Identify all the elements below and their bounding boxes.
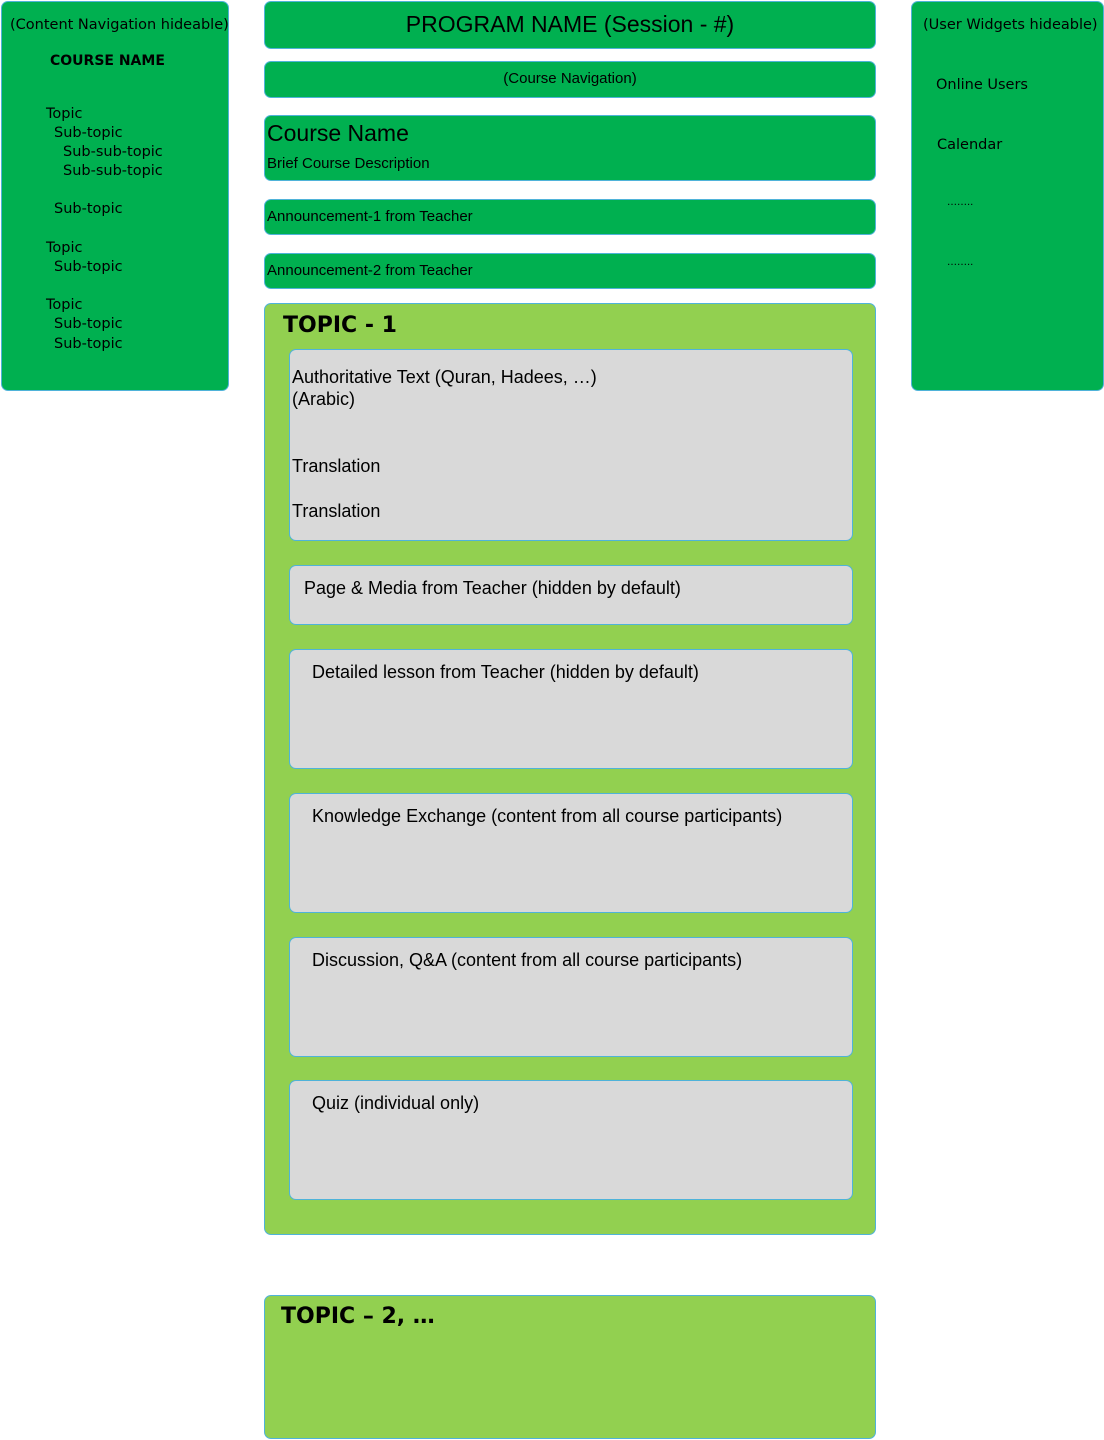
nav-topic[interactable]: Topic [46,106,83,122]
course-navigation-label: (Course Navigation) [503,70,637,87]
nav-subtopic[interactable]: Sub-topic [54,336,123,352]
page-media-box[interactable] [289,565,853,625]
content-navigation-title: (Content Navigation hideable) [10,17,229,33]
arabic-label: (Arabic) [292,389,356,409]
announcement-2[interactable] [264,253,876,289]
nav-subtopic[interactable]: Sub-topic [54,125,123,141]
nav-topic[interactable]: Topic [46,240,83,256]
detailed-lesson-box[interactable] [289,649,853,769]
nav-subsubtopic[interactable]: Sub-sub-topic [63,144,163,160]
course-title: Course Name [267,120,409,146]
page-media-label: Page & Media from Teacher (hidden by default) [304,578,681,598]
announcement-text: Announcement-1 from Teacher [267,208,473,225]
nav-subtopic[interactable]: Sub-topic [54,259,123,275]
announcement-1[interactable] [264,199,876,235]
topic-2-section [264,1295,876,1439]
authoritative-text-box [289,349,853,541]
calendar-widget[interactable]: Calendar [937,137,1003,153]
content-navigation-panel [1,1,229,391]
quiz-label: Quiz (individual only) [312,1093,480,1113]
knowledge-exchange-label: Knowledge Exchange (content from all course participants) [312,806,783,826]
program-header [264,1,876,49]
nav-subsubtopic[interactable]: Sub-sub-topic [63,163,163,179]
authoritative-text-label: Authoritative Text (Quran, Hadees, …) [292,367,597,387]
nav-topic[interactable]: Topic [46,297,83,313]
announcement-text: Announcement-2 from Teacher [267,262,473,279]
detailed-lesson-label: Detailed lesson from Teacher (hidden by default) [312,662,699,682]
nav-subtopic[interactable]: Sub-topic [54,201,123,217]
course-description: Brief Course Description [267,155,430,172]
online-users-widget[interactable]: Online Users [936,77,1028,93]
topic-1-title: TOPIC - 1 [283,313,397,338]
program-name: PROGRAM NAME (Session - #) [405,11,735,37]
topic-1-section [264,303,876,1235]
knowledge-exchange-box[interactable] [289,793,853,913]
widget-placeholder: …….. [947,197,974,208]
widget-placeholder: …….. [947,257,974,268]
topic-2-title: TOPIC – 2, … [281,1304,435,1329]
quiz-box[interactable] [289,1080,853,1200]
user-widgets-panel [911,1,1104,391]
user-widgets-title: (User Widgets hideable) [923,17,1098,33]
nav-subtopic[interactable]: Sub-topic [54,316,123,332]
translation-2: Translation [292,501,381,521]
course-name-nav[interactable]: COURSE NAME [50,53,165,69]
translation-1: Translation [292,456,381,476]
course-info [264,115,876,181]
course-navigation-bar[interactable] [264,61,876,98]
discussion-qa-box[interactable] [289,937,853,1057]
discussion-qa-label: Discussion, Q&A (content from all course participants) [312,950,743,970]
